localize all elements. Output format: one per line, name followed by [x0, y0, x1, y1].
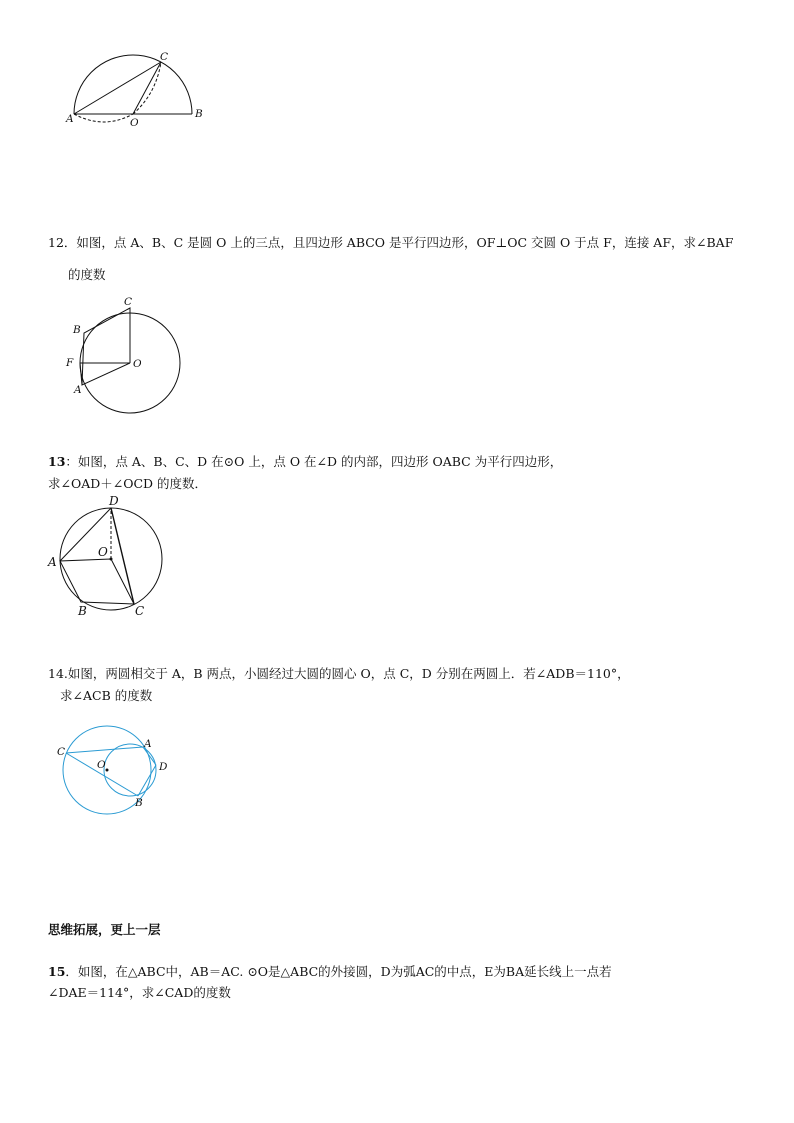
section-title: 思维拓展，更上一层	[48, 922, 161, 937]
parallelogram-oabc	[60, 559, 134, 604]
label-b: B	[135, 797, 143, 809]
q13-body: ：如图，点 A、B、C、D 在⊙O 上，点 O 在∠D 的内部，四边形 OABC 为平行四边形，	[65, 454, 563, 469]
label-b: B	[78, 604, 87, 618]
q13-text-line2: 求∠OAD＋∠OCD 的度数．	[48, 476, 208, 491]
label-c: C	[160, 51, 169, 63]
q14-text-line2: 求∠ACB 的度数	[60, 688, 153, 703]
label-a: A	[48, 555, 57, 569]
point-o	[110, 558, 113, 561]
figure-12-circle	[60, 294, 190, 414]
q15-number: 15	[48, 964, 66, 979]
label-d: D	[159, 761, 168, 773]
q13-number: 13	[48, 454, 66, 469]
label-o: O	[97, 759, 106, 771]
segment-ca	[66, 747, 143, 753]
label-a: A	[144, 738, 152, 750]
small-circle	[104, 744, 156, 796]
label-b: B	[73, 324, 81, 336]
label-b: B	[195, 108, 203, 120]
segment-cd	[111, 508, 134, 604]
q14-text-line1: 14.如图，两圆相交于 A，B 两点，小圆经过大圆的圆心 O，点 C，D 分别在两圆上．若∠ADB＝110°，	[48, 666, 630, 681]
label-o: O	[130, 117, 139, 129]
label-c: C	[135, 604, 145, 618]
label-a: A	[66, 113, 74, 125]
q13-text-line1	[48, 454, 562, 470]
chord-ac	[74, 62, 161, 114]
label-o: O	[98, 545, 108, 559]
label-d: D	[109, 494, 119, 508]
label-c: C	[124, 296, 133, 308]
semicircle-arc	[74, 55, 192, 114]
label-o: O	[133, 358, 142, 370]
label-a: A	[74, 384, 82, 396]
figure-11-semicircle	[60, 50, 220, 135]
q15-body: ．如图，在△ABC中，AB＝AC. ⊙O是△ABC的外接圆，D为弧AC的中点，E为BA延长线上一点若	[65, 964, 612, 979]
q12-text-line2: 的度数	[68, 267, 106, 282]
dashed-arc-ao	[74, 114, 133, 122]
label-f: F	[66, 357, 74, 369]
q12-text-line1: 12．如图，点 A、B、C 是圆 O 上的三点，且四边形 ABCO 是平行四边形，OF⊥OC 交圆 O 于点 F，连接 AF，求∠BAF	[48, 235, 734, 250]
q15-text-line1	[48, 964, 612, 980]
q15-text-line2: ∠DAE＝114°，求∠CAD的度数	[48, 985, 231, 1000]
figure-13-circle	[45, 494, 175, 619]
label-c: C	[57, 746, 66, 758]
point-o	[106, 769, 109, 772]
figure-14-two-circles	[55, 728, 185, 818]
